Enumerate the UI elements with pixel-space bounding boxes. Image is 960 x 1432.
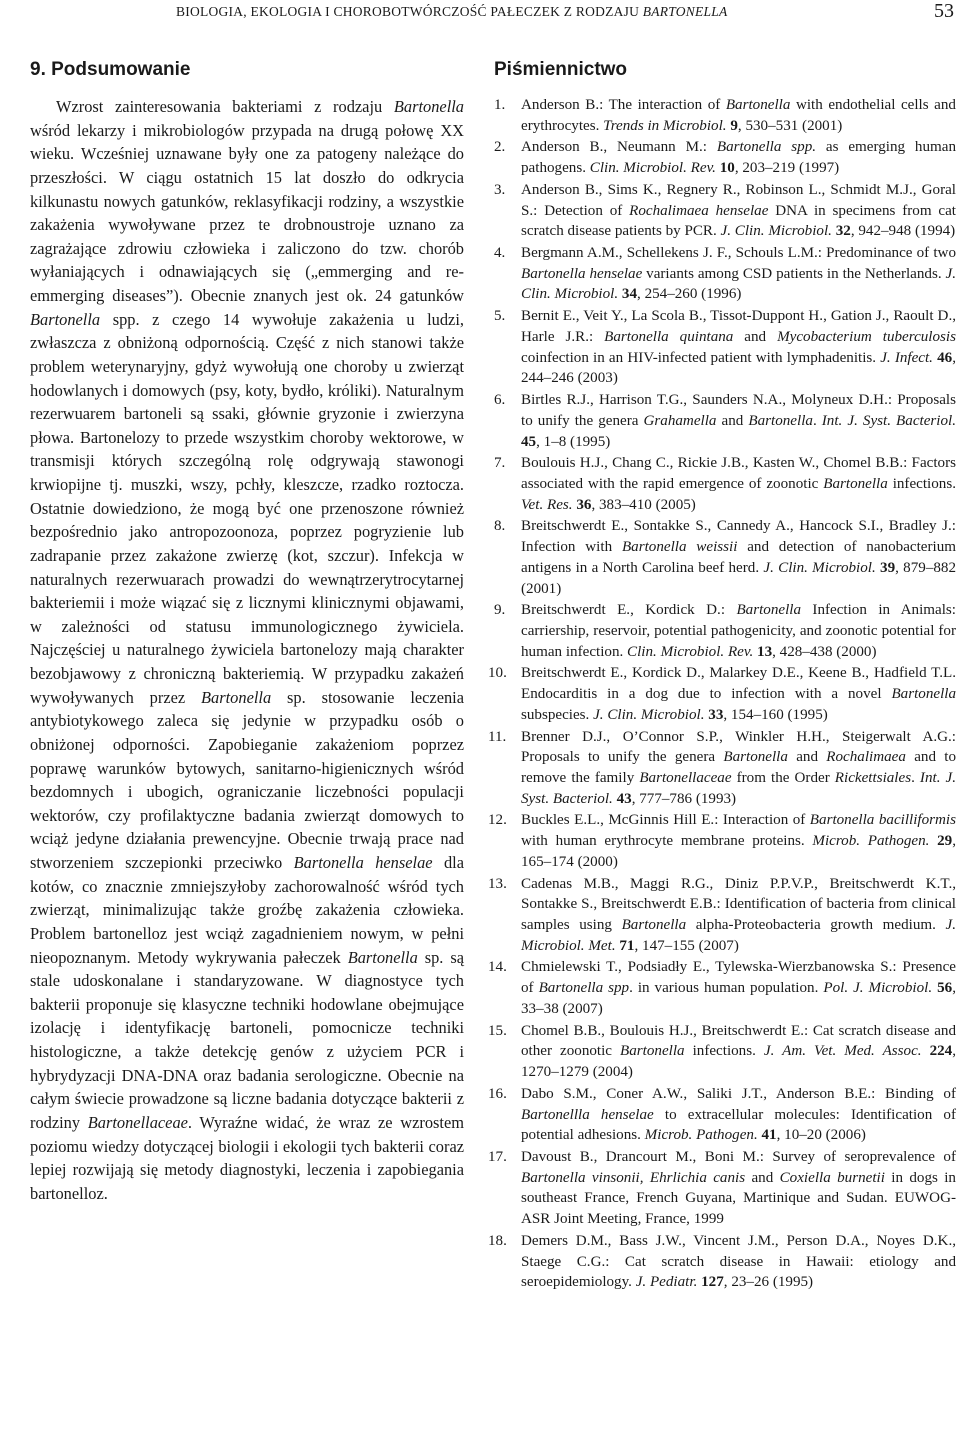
- text-run: Breitschwerdt E., Sontakke S., Cannedy A., Hancock S.I., Bradley J.: Infection with: [521, 518, 956, 556]
- bold-run: 32: [835, 223, 851, 240]
- text-run: and to remove the family: [521, 749, 957, 786]
- italic-run: Bartonella: [347, 947, 418, 967]
- italic-run: Bartonella quintana: [604, 328, 734, 345]
- bold-run: 9: [730, 117, 738, 134]
- text-run: Dabo S.M., Coner A.W., Saliki J.T., Anderson B.E.: Binding of: [521, 1085, 956, 1102]
- italic-run: Bartonella: [201, 687, 272, 707]
- reference-item: [488, 727, 957, 810]
- text-run: , 154–160 (1995): [723, 706, 828, 723]
- reference-number: 2.: [494, 139, 506, 156]
- bold-run: 33: [708, 706, 724, 723]
- italic-run: Bartonellaceae: [639, 770, 732, 786]
- reference-item: [494, 306, 956, 389]
- text-run: , 23–26 (1995): [723, 1274, 814, 1291]
- text-run: sp. stosowanie leczenia antybiotykowego zaleca się jedynie w przypadku osób o obniżonej odporności. Zapobieganie zakażeniom poprzez poprawę warunków bytowych, sanitarno-higienicznych wśród bezdomnych i ubogich, ograniczanie liczebności populacji wektorów, czy profilaktyczne badania zwierząt domowych to wciąż jedyne działania prewencyjne. Obecnie trwają prace nad stworzeniem szczepionki przeciwko: [30, 687, 464, 872]
- summary-section: [30, 58, 464, 1205]
- text-run: dla kotów, co znacznie zmniejszyłoby zachorowalność wśród tych zwierząt, minimalizując także groźbę zakażenia człowieka. Problem bartonelloz jest wciąż zagadnieniem nowym, w pełni nieopoznanym. Metody wykrywania pałeczek: [30, 853, 464, 967]
- running-head-title: BIOLOGIA, EKOLOGIA I CHOROBOTWÓRCZOŚĆ PAŁECZEK Z RODZAJU: [176, 4, 643, 19]
- italic-run: Clin. Microbiol. Rev.: [589, 160, 716, 177]
- reference-number: 5.: [494, 308, 506, 325]
- italic-run: Bartonella: [620, 1043, 685, 1060]
- reference-number: 1.: [494, 97, 506, 113]
- reference-number: 11.: [488, 728, 507, 745]
- reference-number: 10.: [488, 665, 507, 682]
- text-run: DNA in specimens from cat scratch disease patients by PCR.: [521, 202, 956, 240]
- references-heading: Piśmiennictwo: [494, 59, 628, 80]
- reference-number: 7.: [494, 455, 506, 472]
- italic-run: Rochalimaea: [826, 749, 906, 766]
- italic-run: Bartonella spp.: [716, 139, 817, 156]
- text-run: Buckles E.L., McGinnis Hill E.: Interaction of: [521, 812, 810, 829]
- bold-run: 39: [880, 559, 896, 576]
- text-run: variants among CSD patients in the Netherlands.: [642, 265, 946, 282]
- running-head: [176, 4, 788, 20]
- text-run: , 383–410 (2005): [591, 496, 696, 513]
- reference-number: 9.: [494, 602, 506, 619]
- reference-item: [488, 663, 956, 725]
- italic-run: Int. J. Syst. Bacteriol.: [521, 770, 957, 807]
- italic-run: Microb. Pathogen.: [812, 833, 930, 850]
- text-run: to extracellular molecules: Identification of potential adhesions.: [521, 1106, 956, 1144]
- italic-run: Trends in Microbiol.: [603, 117, 727, 134]
- bold-run: 29: [937, 833, 953, 850]
- reference-number: 15.: [488, 1022, 507, 1039]
- text-run: .: [911, 770, 920, 786]
- bold-run: 127: [701, 1274, 724, 1291]
- text-run: with human erythrocyte membrane proteins.: [521, 833, 813, 850]
- reference-list: [488, 95, 957, 1293]
- text-run: spp. z czego 14 wywołuje zakażenia u ludzi, zwłaszcza z obniżoną odpornością. Część z nich stanowi także problem weterynaryjny, gdyż wywołują one choroby u zwierząt hodowlanych i domowych (psy, koty, bydło, króliki). Naturalnym rezerwuarem bartoneli są ssaki, głównie gryzonie i zwierzyna płowa. Bartonelozy to przede wszystkim choroby wektorowe, w transmisji których szczególną rolę odgrywają stawonogi krwiopijne tj. muszki, wszy, pchły, kleszcze, rzadko roztocza. Ostatnie dowiedziono, że mogą być one przenoszone również bezpośrednio jako antropozoonoza, poprzez pogryzienie lub zadrapanie przez zakażone zwierzę (kot, szczur). Infekcja w naturalnych rezerwuarach prowadzi do wewnątrzerytrocytarnej bakteriemii i może wiązać się z licznymi klinicznymi objawami, w zależności od statusu immunologicznego żywiciela. Najczęściej u naturalnego żywiciela bartonelozy mają charakter bezobjawowy z chroniczną bakteriemią. W przypadku zakażeń wywoływanych przez: [30, 309, 464, 707]
- references-section: [488, 58, 957, 1293]
- italic-run: J. Clin. Microbiol.: [593, 706, 705, 723]
- italic-run: Bartonella henselae: [293, 853, 433, 872]
- text-run: in dogs in southeast France, French Guyana, Martinique and Sudan. EUWOG-ASR Joint Meeting, France, 1999: [521, 1169, 956, 1228]
- text-run: , 33–38 (2007): [521, 980, 956, 1017]
- text-run: alpha-Proteobacteria growth medium.: [686, 917, 946, 934]
- page-number: 53: [934, 0, 954, 22]
- bold-run: 43: [616, 790, 632, 807]
- bold-run: 45: [521, 433, 537, 450]
- reference-item: [494, 180, 956, 242]
- reference-item: [494, 243, 956, 305]
- text-run: .: [812, 412, 822, 429]
- text-run: , 1270–1279 (2004): [521, 1043, 956, 1081]
- text-run: Bernit E., Veit Y., La Scola B., Tissot-Duppont H., Gation J., Raoult D., Harle J.R.:: [521, 308, 956, 345]
- bold-run: 71: [619, 937, 635, 954]
- text-run: Cadenas M.B., Maggi R.G., Diniz P.P.V.P., Breitschwerdt K.T., Sontakke S., Breitschwerdt E.B.: Identification of bacteria from clinical samples using: [521, 875, 956, 934]
- text-run: [922, 1043, 930, 1059]
- reference-number: 14.: [488, 959, 507, 976]
- text-run: Bergmann A.M., Schellekens J. F., Schouls L.M.: Predominance of two: [521, 245, 956, 262]
- italic-run: Bartonellla henselae: [521, 1106, 654, 1123]
- reference-item: [488, 1021, 956, 1083]
- text-run: , 530–531 (2001): [737, 117, 843, 134]
- text-run: subspecies.: [521, 706, 594, 723]
- summary-paragraph: [30, 95, 464, 1205]
- text-run: Davoust B., Drancourt M., Boni M.: Survey of seroprevalence of: [521, 1148, 956, 1165]
- reference-item: [488, 957, 956, 1019]
- italic-run: Pol. J. Microbiol.: [823, 980, 933, 997]
- text-run: , 1–8 (1995): [536, 433, 611, 450]
- text-run: , 244–246 (2003): [521, 349, 956, 387]
- reference-item: [494, 137, 956, 178]
- text-run: , 879–882 (2001): [521, 559, 957, 597]
- text-run: infections.: [684, 1043, 764, 1060]
- reference-number: 13.: [488, 875, 507, 892]
- reference-number: 6.: [494, 392, 506, 409]
- text-run: and: [733, 328, 778, 345]
- text-run: and: [745, 1169, 780, 1186]
- text-run: from the Order: [731, 770, 835, 786]
- bold-run: 34: [621, 286, 638, 303]
- running-head-genus: BARTONELLA: [642, 4, 728, 19]
- reference-item: [494, 453, 956, 515]
- reference-item: [488, 810, 956, 872]
- bold-run: 13: [757, 643, 773, 660]
- italic-run: J. Pediatr.: [635, 1274, 698, 1291]
- text-run: . Wyraźne widać, że wraz ze wzrostem poziomu wiedzy dotyczącej biologii i ekologii tych bakterii coraz lepiej rozwijają się metody diagnostyki, leczenia i zapobiegania bartonelloz.: [30, 1112, 464, 1203]
- italic-run: Bartonella: [725, 97, 791, 113]
- reference-item: [488, 1084, 956, 1146]
- reference-item: [488, 874, 956, 957]
- reference-item: [488, 1147, 956, 1230]
- reference-number: 17.: [488, 1148, 507, 1165]
- text-run: Wzrost zainteresowania bakteriami z rodzaju: [56, 97, 394, 116]
- reference-number: 3.: [494, 181, 506, 198]
- italic-run: J. Clin. Microbiol.: [521, 265, 956, 303]
- text-run: [929, 833, 937, 849]
- text-run: and detection of nanobacterium antigens in a North Carolina beef herd.: [521, 539, 956, 576]
- italic-run: Coxiella burnetii: [779, 1169, 885, 1186]
- text-run: and: [787, 749, 827, 766]
- bold-run: 224: [929, 1043, 953, 1060]
- italic-run: Vet. Res.: [521, 496, 573, 513]
- italic-run: Mycobacterium tuberculosis: [777, 328, 956, 345]
- text-run: , 203–219 (1997): [734, 160, 840, 177]
- text-run: Boulouis H.J., Chang C., Rickie J.B., Kasten W., Chomel B.B.: Factors associated with the rapid emergence of zoonotic: [521, 455, 956, 492]
- text-run: infections.: [887, 475, 956, 492]
- italic-run: Bartonella: [723, 749, 788, 766]
- text-run: . in various human population.: [629, 980, 824, 997]
- italic-run: Bartonella: [621, 917, 687, 934]
- italic-run: Grahamella: [643, 412, 717, 429]
- text-run: Breitschwerdt E., Kordick D., Malarkey D.E., Keene B., Hadfield T.L. Endocarditis in a dog due to infection with a novel: [521, 665, 956, 703]
- italic-run: Bartonella: [393, 97, 464, 116]
- reference-item: [494, 95, 956, 136]
- text-run: Brenner D.J., O’Connor S.P., Winkler H.H., Steigerwalt A.G.: Proposals to unify the genera: [521, 728, 956, 766]
- italic-run: J. Am. Vet. Med. Assoc.: [763, 1043, 922, 1060]
- reference-item: [494, 516, 956, 599]
- text-run: coinfection in an HIV-infected patient with lymphadenitis.: [521, 349, 881, 366]
- italic-run: Rochalimaea henselae: [629, 202, 769, 219]
- italic-run: Rickettsiales: [834, 770, 912, 786]
- text-run: Chomel B.B., Boulouis H.J., Breitschwerdt E.: Cat scratch disease and other zoonotic: [521, 1022, 956, 1060]
- reference-number: 18.: [488, 1232, 507, 1249]
- italic-run: Bartonella: [736, 602, 801, 619]
- text-run: Breitschwerdt E., Kordick D.:: [521, 602, 737, 619]
- text-run: with endothelial cells and erythrocytes.: [521, 97, 956, 134]
- text-run: , 147–155 (2007): [634, 937, 739, 954]
- italic-run: Bartonella vinsonii, Ehrlichia canis: [521, 1169, 746, 1186]
- text-run: Birtles R.J., Harrison T.G., Saunders N.A., Molyneux D.H.: Proposals to unify the genera: [521, 392, 956, 429]
- reference-item: [494, 600, 956, 662]
- text-run: Infection in Animals: carriership, reservoir, potential pathogenicity, and zoonotic potential for human infection.: [521, 602, 956, 660]
- text-run: Anderson B.: The interaction of: [521, 97, 726, 113]
- summary-heading: 9. Podsumowanie: [30, 59, 191, 80]
- italic-run: Clin. Microbiol. Rev.: [627, 643, 754, 660]
- italic-run: Bartonella spp: [538, 980, 630, 997]
- reference-item: [488, 1231, 956, 1293]
- italic-run: Bartonella: [891, 686, 956, 703]
- reference-item: [494, 390, 956, 452]
- italic-run: Bartonella bacilliformis: [809, 812, 956, 829]
- italic-run: Int. J. Syst. Bacteriol.: [821, 412, 956, 429]
- italic-run: J. Clin. Microbiol.: [763, 559, 876, 576]
- bold-run: 36: [576, 496, 592, 513]
- text-run: Chmielewski T., Podsiadły E., Tylewska-Wierzbanowska S.: Presence of: [521, 959, 956, 997]
- bold-run: 10: [719, 160, 735, 177]
- italic-run: Microb. Pathogen.: [644, 1127, 758, 1144]
- text-run: Anderson B., Sims K., Regnery R., Robinson L., Schmidt M.J., Goral S.: Detection of: [521, 181, 956, 219]
- reference-number: 4.: [494, 245, 506, 262]
- italic-run: Bartonella: [30, 309, 101, 329]
- italic-run: Bartonella henselae: [521, 265, 643, 282]
- text-run: , 777–786 (1993): [631, 790, 737, 807]
- text-run: sp. są stale udoskonalane i standaryzowane. W diagnostyce tych bakterii proponuje się klasyczne techniki hodowlane obejmujące izolację i identyfikację bartoneli, pomocnicze techniki histologiczne, a także detekcję genów z użyciem PCR i hybrydyzacji DNA-DNA oraz badania serologiczne. Obecnie na całym świecie prowadzone są liczne badania dotyczące bakterii z rodziny: [30, 947, 464, 1132]
- italic-run: Bartonella: [823, 475, 888, 492]
- reference-number: 8.: [494, 518, 506, 535]
- text-run: , 428–438 (2000): [772, 643, 877, 660]
- bold-run: 41: [761, 1127, 777, 1144]
- italic-run: J. Clin. Microbiol.: [720, 223, 832, 240]
- italic-run: J. Microbiol. Met.: [521, 917, 956, 954]
- bold-run: 56: [937, 980, 953, 997]
- text-run: , 165–174 (2000): [521, 833, 956, 870]
- text-run: , 254–260 (1996): [637, 286, 742, 303]
- italic-run: J. Infect.: [880, 349, 933, 366]
- reference-number: 12.: [488, 812, 507, 829]
- text-run: and: [716, 412, 749, 429]
- text-run: Anderson B., Neumann M.:: [521, 139, 717, 156]
- reference-number: 16.: [488, 1085, 507, 1102]
- text-run: Demers D.M., Bass J.W., Vincent J.M., Person D.A., Noyes D.K., Staege C.G.: Cat scratch disease in Hawaii: etiology and seroepidemiology.: [521, 1232, 956, 1291]
- text-run: as emerging human pathogens.: [521, 139, 956, 177]
- text-run: , 942–948 (1994): [850, 223, 956, 240]
- text-run: wśród lekarzy i mikrobiologów przypada na drugą połowę XX wieku. Wcześniej uznawane były one za patogeny należące do przeszłości. W ciągu ostatnich 15 lat doszło do odkrycia kilkunastu nowych gatunków, reklasyfikacji rodziny, a wszystkie zakażenia wywoływane przez te drobnoustroje uznano za zagrażające zdrowiu człowieka i zaliczono do tzw. chorób wyłaniających i odnawiających się („emmerging and re-emmerging diseases”). Obecnie znanych jest ok. 24 gatunków: [30, 120, 464, 305]
- text-run: , 10–20 (2006): [776, 1127, 866, 1144]
- bold-run: 46: [937, 349, 953, 366]
- italic-run: Bartonella: [748, 412, 813, 429]
- italic-run: Bartonella weissii: [621, 539, 738, 556]
- italic-run: Bartonellaceae: [87, 1112, 188, 1132]
